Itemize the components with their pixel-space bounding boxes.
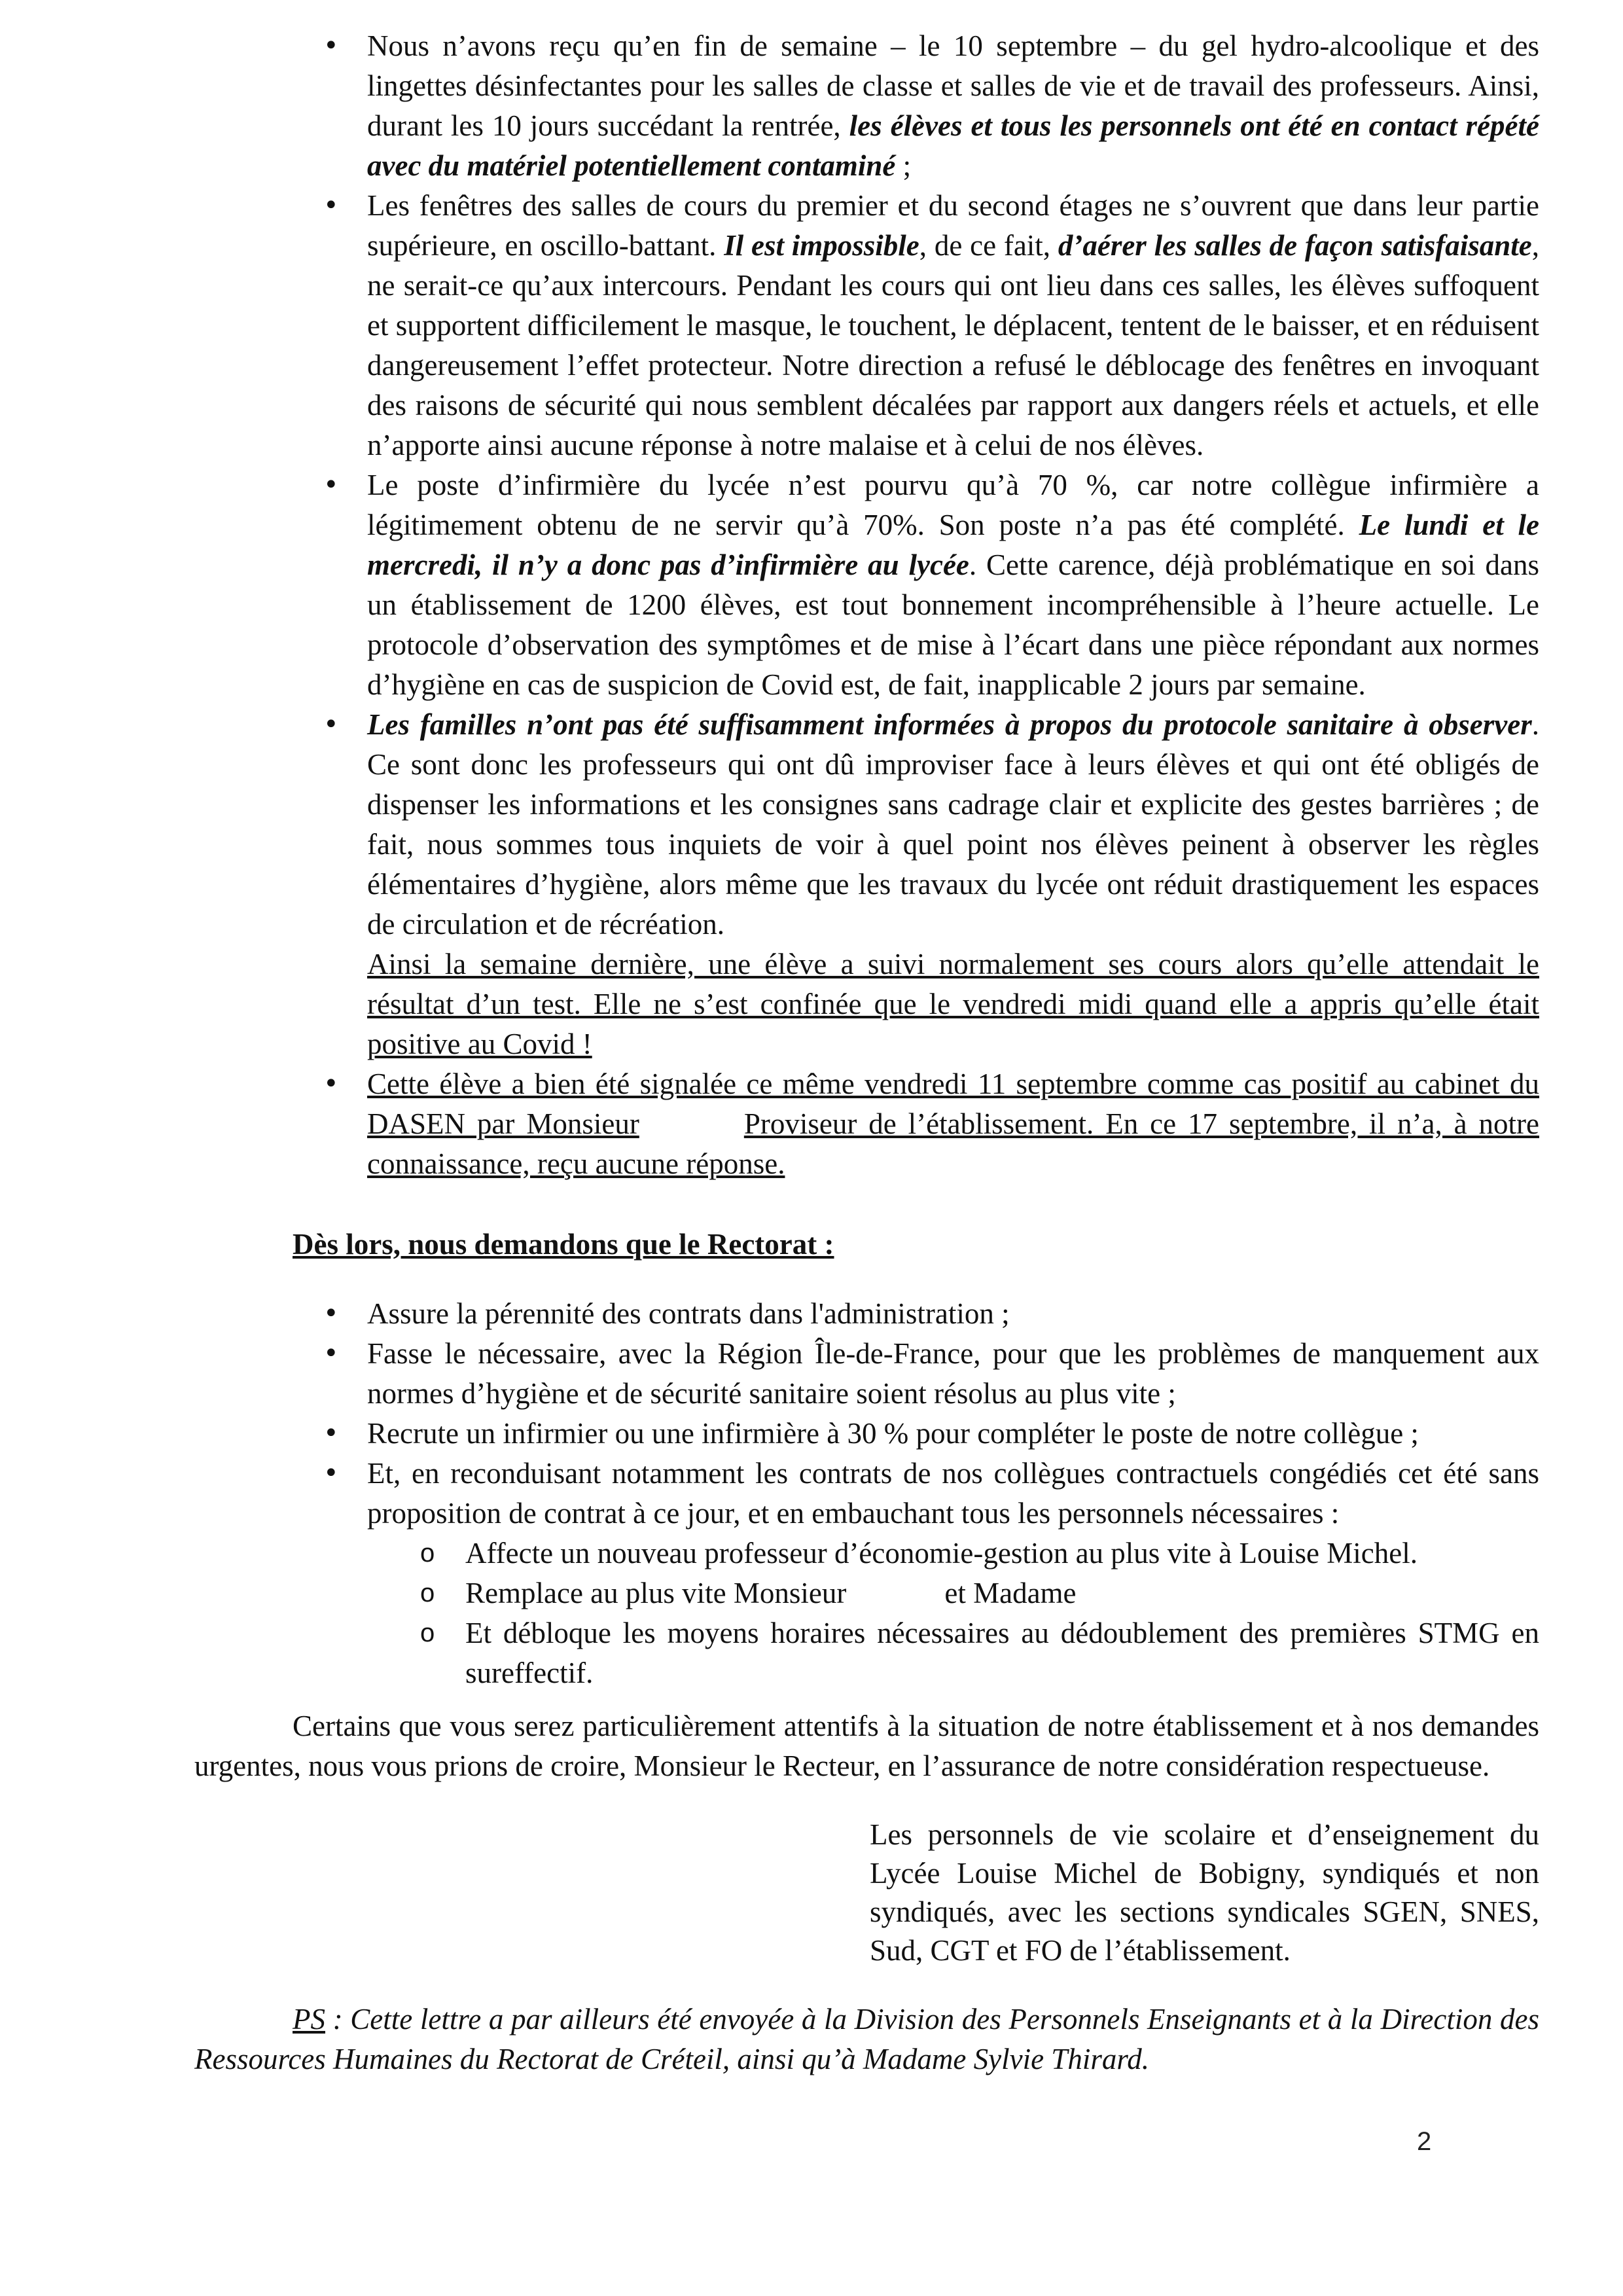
demand-item: • Recrute un infirmier ou une infirmière à 30 % pour compléter le poste de notre collègue ; — [194, 1414, 1539, 1454]
emphasis: Il est impossible — [724, 229, 919, 262]
demand-item: • Assure la pérennité des contrats dans l'administration ; — [194, 1294, 1539, 1334]
emphasis: d’aérer les salles de façon satisfaisante — [1058, 229, 1532, 262]
issue-item-families: • Les familles n’ont pas été suffisamment informées à propos du protocole sanitaire à observer. Ce sont donc les professeurs qui ont dû improviser face à leurs élèves et qui ont été obligés de dispenser les informations et les consignes sans cadrage clair et explicite des gestes barrières ; de fait, nous sommes tous inquiets de voir à quel point nos élèves peinent à observer les règles élémentaires d’hygiène, alors même que les travaux du lycée ont réduit drastiquement les espaces de circulation et de récréation. Ainsi la semaine dernière, une élève a suivi normalement ses cours alors qu’elle attendait le résultat d’un test. Elle ne s’est confinée que le vendredi midi quand elle a appris qu’elle était positive au Covid ! — [194, 705, 1539, 1064]
letter-body — [194, 26, 1539, 2109]
issue-item-report — [194, 1064, 1539, 1184]
demand-item: • Fasse le nécessaire, avec la Région Île-de-France, pour que les problèmes de manquement aux normes d’hygiène et de sécurité sanitaire soient résolus au plus vite ; — [194, 1334, 1539, 1414]
sub-demands-list — [194, 1534, 1539, 1693]
page-number: 2 — [1417, 2127, 1432, 2156]
emphasis: Les familles n’ont pas été suffisamment informées à propos du protocole sanitaire à observer — [367, 708, 1532, 741]
sub-demand-item: o Affecte un nouveau professeur d’économie-gestion au plus vite à Louise Michel. — [194, 1534, 1539, 1573]
demands-list — [194, 1294, 1539, 1534]
sub-demand-item: o Et débloque les moyens horaires nécessaires au dédoublement des premières STMG en sureffectif. — [194, 1613, 1539, 1693]
underlined-text: Proviseur de l’établissement. En ce 17 septembre, il n’a, à notre connaissance, reçu aucune réponse. — [367, 1107, 1539, 1180]
closing-paragraph: Certains que vous serez particulièrement attentifs à la situation de notre établissement et à nos demandes urgentes, nous vous prions de croire, Monsieur le Recteur, en l’assurance de notre considération respectueuse. — [194, 1710, 1539, 1782]
underlined-text: Cette élève a bien été signalée ce même vendredi 11 septembre comme cas positif au cabinet du DASEN par Monsieur — [367, 1067, 1539, 1140]
ps-text: : Cette lettre a par ailleurs été envoyée à la Division des Personnels Enseignants et à la Direction des Ressources Humaines du Rectorat de Créteil, ainsi qu’à Madame Sylvie Thirard. — [194, 2003, 1539, 2075]
issues-list — [194, 26, 1539, 1184]
emphasis: Le lundi et le mercredi, il n’y a donc pas d’infirmière au lycée — [367, 509, 1539, 581]
ps-label: PS — [293, 2003, 325, 2036]
demand-item: • Et, en reconduisant notamment les contrats de nos collègues contractuels congédiés cet été sans proposition de contrat à ce jour, et en embauchant tous les personnels nécessaires : — [194, 1454, 1539, 1534]
issue-item-nurse: • Le poste d’infirmière du lycée n’est pourvu qu’à 70 %, car notre collègue infirmière a légitimement obtenu de ne servir qu’à 70%. Son poste n’a pas été complété. Le lundi et le mercredi, il n’y a donc pas d’infirmière au lycée. Cette carence, déjà problématique en soi dans un établissement de 1200 élèves, est tout bonnement incompréhensible à l’heure actuelle. Le protocole d’observation des symptômes et de mise à l’écart dans une pièce répondant aux normes d’hygiène en cas de suspicion de Covid est, de fait, inapplicable 2 jours par semaine. — [194, 465, 1539, 705]
postscript — [194, 2000, 1539, 2079]
emphasis: les élèves et tous les personnels ont été en contact répété avec du matériel potentiellement contaminé — [367, 109, 1539, 182]
signature-block: Les personnels de vie scolaire et d’enseignement du Lycée Louise Michel de Bobigny, syndiqués et non syndiqués, avec les sections syndicales SGEN, SNES, Sud, CGT et FO de l’établissement. — [870, 1818, 1539, 1967]
issue-item-sanitizer: • Nous n’avons reçu qu’en fin de semaine – le 10 septembre – du gel hydro-alcoolique et des lingettes désinfectantes pour les salles de classe et salles de vie et de travail des professeurs. Ainsi, durant les 10 jours succédant la rentrée, les élèves et tous les personnels ont été en contact répété avec du matériel potentiellement contaminé ; — [194, 26, 1539, 186]
demands-heading: Dès lors, nous demandons que le Rectorat : — [293, 1228, 834, 1261]
underlined-text: Ainsi la semaine dernière, une élève a suivi normalement ses cours alors qu’elle attendait le résultat d’un test. Elle ne s’est confinée que le vendredi midi quand elle a appris qu’elle était positive au Covid ! — [367, 948, 1539, 1060]
sub-demand-item: o Remplace au plus vite Monsieur et Madame — [194, 1573, 1539, 1613]
issue-item-windows: • Les fenêtres des salles de cours du premier et du second étages ne s’ouvrent que dans leur partie supérieure, en oscillo-battant. Il est impossible, de ce fait, d’aérer les salles de façon satisfaisante, ne serait-ce qu’aux intercours. Pendant les cours qui ont lieu dans ces salles, les élèves suffoquent et supportent difficilement le masque, le touchent, le déplacent, tentent de le baisser, et en réduisent dangereusement l’effet protecteur. Notre direction a refusé le déblocage des fenêtres en invoquant des raisons de sécurité qui nous semblent décalées par rapport aux dangers réels et actuels, et elle n’apporte ainsi aucune réponse à notre malaise et à celui de nos élèves. — [194, 186, 1539, 465]
